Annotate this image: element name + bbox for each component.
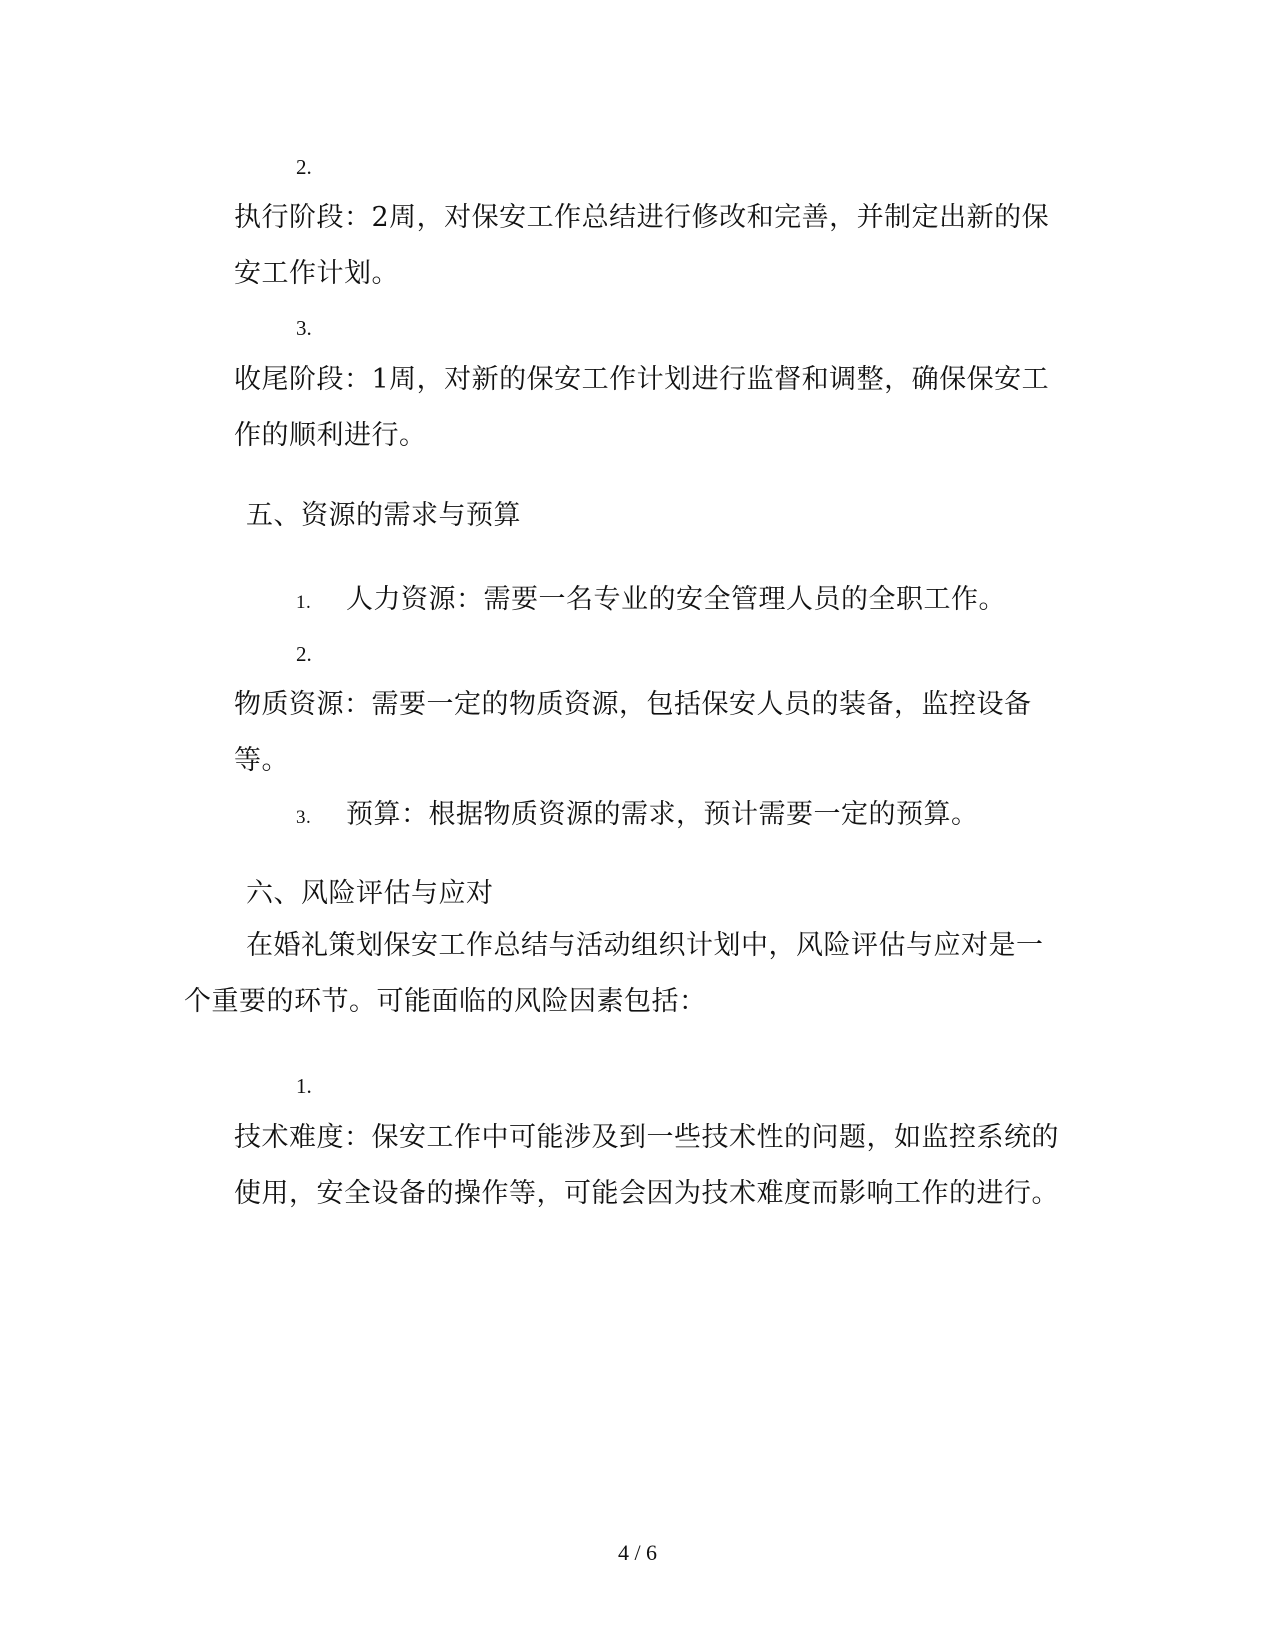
list-number: 2. [296,642,312,666]
page-number: 4 / 6 [617,1540,658,1565]
section-intro: 在婚礼策划保安工作总结与活动组织计划中，风险评估与应对是一个重要的环节。可能面临的风险因素包括： [184,930,1044,1017]
section-heading: 六、风险评估与应对 [246,878,494,909]
list-item-text: 执行阶段：2周，对保安工作总结进行修改和完善，并制定出新的保安工作计划。 [234,202,1050,289]
list-item [296,795,979,838]
list-item-text: 人力资源：需要一名专业的安全管理人员的全职工作。 [346,584,1006,615]
list-item-text: 技术难度：保安工作中可能涉及到一些技术性的问题，如监控系统的使用，安全设备的操作等，可能会因为技术难度而影响工作的进行。 [234,1122,1059,1209]
list-number: 1. [296,592,312,613]
list-number: 1. [296,1074,312,1098]
list-number: 3. [296,807,312,828]
list-number: 2. [296,155,312,179]
list-item-text: 预算：根据物质资源的需求，预计需要一定的预算。 [346,799,979,830]
list-number: 3. [296,316,312,340]
list-item [296,580,1006,623]
list-item-text: 物质资源：需要一定的物质资源，包括保安人员的装备，监控设备等。 [234,689,1032,776]
section-heading: 五、资源的需求与预算 [246,500,521,531]
list-item-text: 收尾阶段：1周，对新的保安工作计划进行监督和调整，确保保安工作的顺利进行。 [234,364,1050,451]
